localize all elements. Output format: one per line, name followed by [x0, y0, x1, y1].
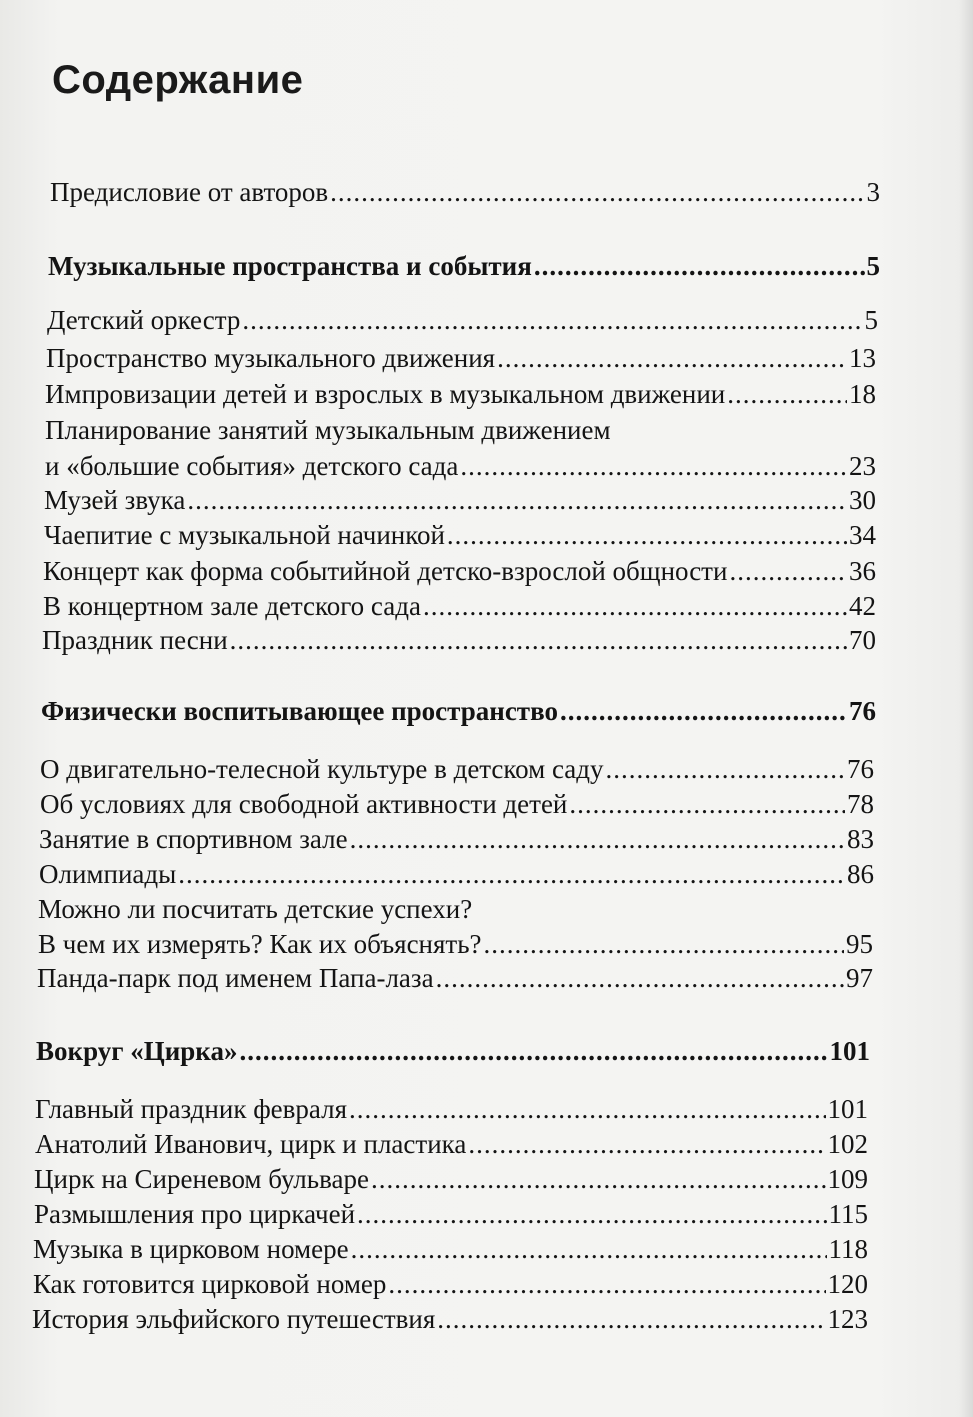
toc-page-number: 76 — [847, 754, 874, 784]
toc-entry-label: Занятие в спортивном зале — [39, 824, 348, 854]
toc-page-number: 42 — [849, 591, 876, 621]
toc-entry-label: Детский оркестр — [47, 305, 241, 335]
toc-entry[interactable] — [33, 1268, 868, 1300]
toc-section-title: Физически воспитывающее пространство — [41, 696, 558, 726]
toc-entry-label: История эльфийского путешествия — [32, 1304, 436, 1334]
toc-entry-label: и «большие события» детского сада — [45, 451, 459, 481]
toc-entry-label: Музей звука — [44, 485, 186, 515]
leader-dots — [468, 1128, 825, 1160]
toc-entry-label: Пространство музыкального движения — [46, 343, 496, 373]
toc-page-number: 30 — [849, 485, 876, 515]
toc-page-number: 95 — [846, 929, 873, 959]
toc-entry[interactable] — [35, 1093, 868, 1125]
leader-dots — [606, 753, 845, 785]
leader-dots — [447, 519, 847, 551]
toc-entry-label: Концерт как форма событийной детско-взрослой общности — [43, 556, 728, 586]
toc-entry[interactable] — [45, 378, 876, 410]
toc-page-number: 83 — [847, 824, 874, 854]
toc-entry[interactable] — [43, 590, 876, 622]
toc-entry-label-line1: Можно ли посчитать детские успехи? — [38, 894, 473, 924]
toc-page-number: 86 — [847, 859, 874, 889]
toc-entry-label: Чаепитие с музыкальной начинкой — [44, 520, 445, 550]
leader-dots — [242, 304, 862, 336]
toc-page-number: 36 — [849, 556, 876, 586]
toc-entry-label: В чем их измерять? Как их объяснять? — [38, 929, 482, 959]
toc-page-number: 78 — [847, 789, 874, 819]
leader-dots — [569, 788, 845, 820]
toc-entry[interactable] — [40, 753, 874, 785]
leader-dots — [239, 1035, 827, 1067]
toc-entry-label: Цирк на Сиреневом бульваре — [34, 1164, 369, 1194]
leader-dots — [351, 1233, 827, 1265]
toc-entry-label: Панда-парк под именем Папа-лаза — [37, 963, 434, 993]
leader-dots — [727, 378, 847, 410]
leader-dots — [350, 823, 845, 855]
toc-entry[interactable] — [35, 1128, 868, 1160]
toc-entry[interactable] — [39, 858, 874, 890]
toc-page-number: 118 — [828, 1234, 868, 1264]
leader-dots — [460, 450, 847, 482]
leader-dots — [560, 695, 847, 727]
toc-entry-label: Олимпиады — [39, 859, 177, 889]
toc-section-title: Вокруг «Цирка» — [36, 1036, 238, 1066]
leader-dots — [729, 555, 847, 587]
toc-entry-label: Импровизации детей и взрослых в музыкальном движении — [45, 379, 726, 409]
toc-entry-label: Размышления про циркачей — [34, 1199, 356, 1229]
toc-page-number: 76 — [849, 696, 876, 726]
toc-entry[interactable] — [44, 519, 876, 551]
toc-page-number: 5 — [866, 251, 880, 281]
toc-page-number: 97 — [846, 963, 873, 993]
leader-dots — [357, 1198, 826, 1230]
toc-entry-label-line1: Планирование занятий музыкальным движением — [45, 415, 611, 445]
leader-dots — [330, 176, 864, 208]
leader-dots — [437, 1303, 825, 1335]
toc-page-number: 101 — [827, 1094, 868, 1124]
toc-page-number: 70 — [849, 625, 876, 655]
toc-entry-label: Как готовится цирковой номер — [33, 1269, 387, 1299]
toc-page-number: 101 — [829, 1036, 870, 1066]
toc-entry[interactable] — [45, 450, 876, 482]
toc-entry[interactable] — [37, 962, 873, 994]
page-title: Содержание — [52, 58, 304, 102]
toc-entry-preface[interactable] — [50, 176, 880, 208]
toc-entry-label: Предисловие от авторов — [50, 177, 329, 207]
toc-section-physical[interactable] — [41, 695, 876, 727]
toc-entry[interactable] — [34, 1198, 868, 1230]
leader-dots — [349, 1093, 825, 1125]
toc-entry-label: Анатолий Иванович, цирк и пластика — [35, 1129, 467, 1159]
leader-dots — [497, 342, 847, 374]
leader-dots — [178, 858, 845, 890]
toc-entry[interactable] — [42, 624, 876, 656]
leader-dots — [187, 484, 847, 516]
toc-entry[interactable] — [40, 788, 874, 820]
leader-dots — [534, 250, 865, 282]
leader-dots — [230, 624, 847, 656]
toc-page-number: 102 — [827, 1129, 868, 1159]
toc-entry[interactable] — [43, 555, 876, 587]
toc-page-number: 18 — [849, 379, 876, 409]
toc-entry[interactable] — [47, 304, 878, 336]
toc-page-number: 34 — [849, 520, 876, 550]
toc-entry-label: Музыка в цирковом номере — [33, 1234, 349, 1264]
toc-page-number: 123 — [827, 1304, 868, 1334]
leader-dots — [423, 590, 847, 622]
leader-dots — [436, 962, 844, 994]
toc-entry-label: В концертном зале детского сада — [43, 591, 421, 621]
toc-entry[interactable] — [33, 1233, 868, 1265]
toc-entry[interactable] — [44, 484, 876, 516]
toc-entry[interactable] — [32, 1303, 868, 1335]
toc-section-circus[interactable] — [36, 1035, 870, 1067]
toc-section-music[interactable] — [48, 250, 880, 282]
toc-entry[interactable] — [38, 928, 873, 960]
toc-entry-label: Главный праздник февраля — [35, 1094, 348, 1124]
toc-section-title: Музыкальные пространства и события — [48, 251, 532, 281]
toc-entry[interactable] — [39, 823, 874, 855]
toc-page-number: 13 — [849, 343, 876, 373]
toc-page-number: 109 — [827, 1164, 868, 1194]
toc-page-number: 5 — [864, 305, 878, 335]
toc-page-number: 115 — [828, 1199, 868, 1229]
page-edge-shadow — [959, 0, 973, 1417]
leader-dots — [484, 928, 844, 960]
toc-entry-label: Праздник песни — [42, 625, 228, 655]
leader-dots — [371, 1163, 826, 1195]
toc-page-number: 23 — [849, 451, 876, 481]
toc-entry-label: Об условиях для свободной активности детей — [40, 789, 568, 819]
toc-page-number: 3 — [866, 177, 880, 207]
toc-entry[interactable] — [34, 1163, 868, 1195]
toc-entry[interactable] — [46, 342, 876, 374]
toc-entry-label: О двигательно-телесной культуре в детском саду — [40, 754, 604, 784]
leader-dots — [388, 1268, 825, 1300]
toc-page-number: 120 — [827, 1269, 868, 1299]
